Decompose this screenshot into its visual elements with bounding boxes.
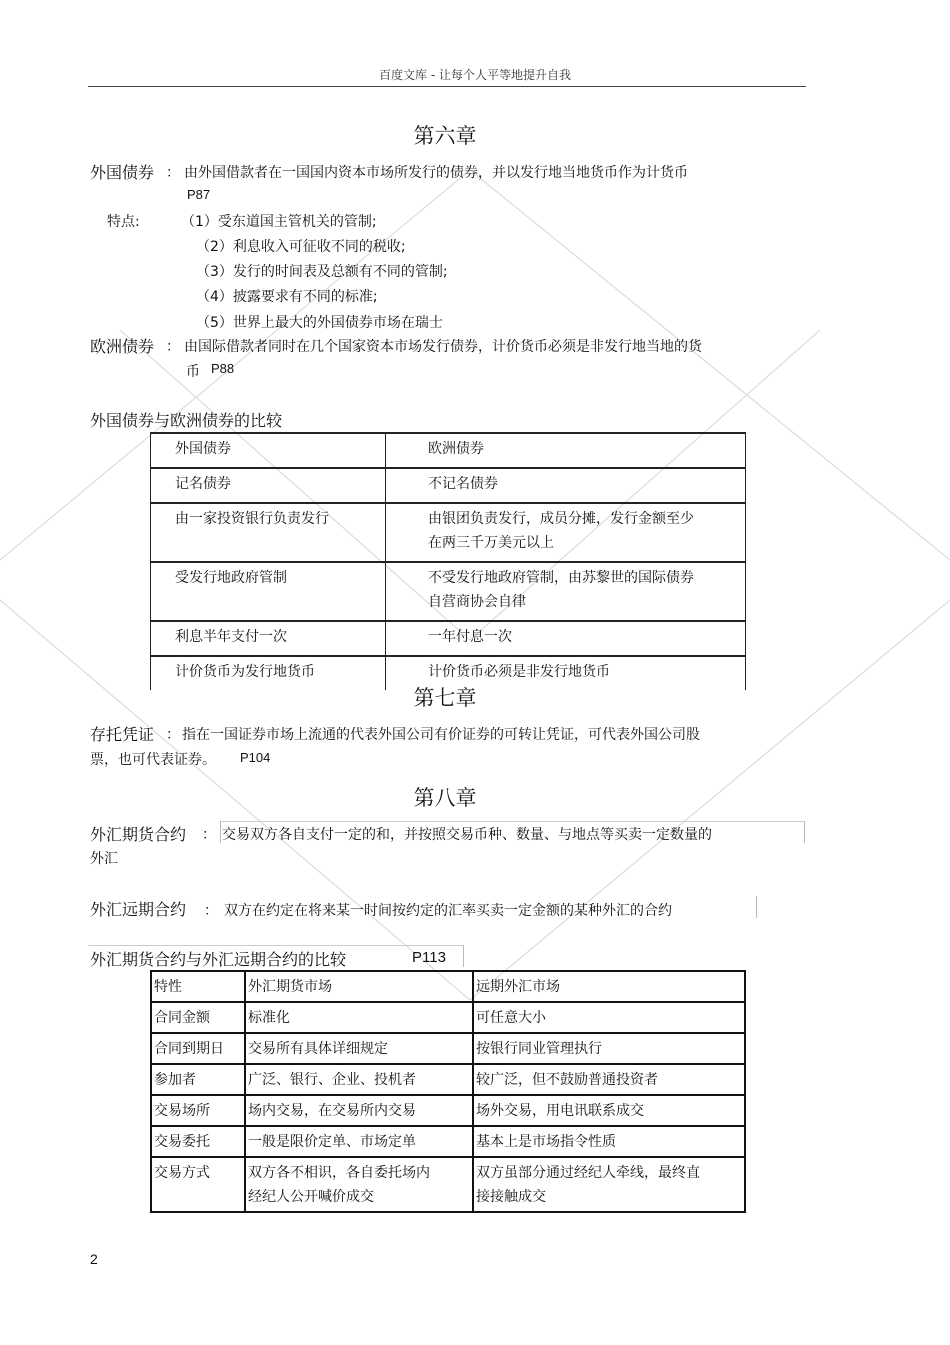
fx-comparison-table [150, 970, 746, 1213]
feature-item: （5）世界上最大的外国债券市场在瑞士 [196, 315, 443, 331]
forward-colon: ： [204, 903, 218, 919]
foreign-bond-definition: 由外国借款者在一国国内资本市场所发行的债券，并以发行地当地货币作为计货币 [184, 165, 688, 181]
dr-colon: ： [166, 727, 180, 743]
dr-page-ref: P104 [240, 750, 271, 765]
table-cell: 特性 [151, 971, 245, 1002]
euro-bond-page-ref: P88 [211, 361, 235, 376]
table-cell: 记名债券 [151, 468, 386, 503]
table-cell: 利息半年支付一次 [151, 621, 386, 656]
futures-box-top [220, 821, 804, 822]
futures-term: 外汇期货合约 [90, 825, 187, 844]
fx-comparison-page-ref: P113 [412, 949, 446, 966]
table-cell: 基本上是市场指令性质 [473, 1126, 745, 1157]
table-cell: 合同到期日 [151, 1033, 245, 1064]
table-cell: 广泛、银行、企业、投机者 [245, 1064, 473, 1095]
futures-box-left [220, 821, 221, 843]
table-cell: 不记名债券 [386, 468, 746, 503]
futures-definition-cont: 外汇 [90, 851, 118, 867]
bond-comparison-title: 外国债券与欧洲债券的比较 [90, 411, 283, 430]
futures-colon: ： [202, 827, 216, 843]
forward-box-right [756, 896, 757, 918]
table-row [151, 621, 746, 656]
table-cell: 由银团负责发行，成员分摊，发行金额至少 在两三千万美元以上 [386, 503, 746, 562]
table-row [151, 1064, 745, 1095]
chapter7-title: 第七章 [413, 686, 477, 710]
table-cell: 参加者 [151, 1064, 245, 1095]
table-row [151, 1033, 745, 1064]
table-cell: 交易所有具体详细规定 [245, 1033, 473, 1064]
fx-title-box-top [88, 945, 463, 946]
table-cell: 场内交易，在交易所内交易 [245, 1095, 473, 1126]
euro-bond-definition: 由国际借款者同时在几个国家资本市场发行债券，计价货币必须是非发行地当地的货 [184, 339, 702, 355]
futures-box-right [804, 821, 805, 843]
table-cell: 较广泛，但不鼓励普通投资者 [473, 1064, 745, 1095]
features-label: 特点: [107, 214, 140, 230]
table-cell: 双方虽部分通过经纪人牵线，最终直 接接触成交 [473, 1157, 745, 1212]
table-row [151, 468, 746, 503]
table-cell: 外国债券 [151, 433, 386, 468]
table-row [151, 1002, 745, 1033]
euro-bond-term: 欧洲债券 [90, 337, 155, 356]
dr-definition: 指在一国证券市场上流通的代表外国公司有价证券的可转让凭证，可代表外国公司股 [182, 727, 700, 743]
forward-definition: 双方在约定在将来某一时间按约定的汇率买卖一定金额的某种外汇的合约 [224, 903, 672, 919]
table-row [151, 503, 746, 562]
euro-bond-definition-cont: 币 [186, 364, 200, 380]
table-cell: 计价货币必须是非发行地货币 [386, 656, 746, 690]
table-cell: 一年付息一次 [386, 621, 746, 656]
table-row [151, 1095, 745, 1126]
table-cell: 双方各不相识，各自委托场内 经纪人公开喊价成交 [245, 1157, 473, 1212]
table-row [151, 562, 746, 621]
table-cell: 远期外汇市场 [473, 971, 745, 1002]
euro-bond-colon: ： [166, 339, 180, 355]
table-cell: 合同金额 [151, 1002, 245, 1033]
chapter6-title: 第六章 [413, 124, 477, 148]
table-cell: 交易场所 [151, 1095, 245, 1126]
chapter8-title: 第八章 [413, 786, 477, 810]
table-row [151, 1126, 745, 1157]
table-cell: 受发行地政府管制 [151, 562, 386, 621]
table-cell: 不受发行地政府管制，由苏黎世的国际债券 自营商协会自律 [386, 562, 746, 621]
table-cell: 场外交易，用电讯联系成交 [473, 1095, 745, 1126]
futures-definition: 交易双方各自支付一定的和，并按照交易币种、数量、与地点等买卖一定数量的 [222, 827, 712, 843]
running-header: 百度文库 - 让每个人平等地提升自我 [379, 68, 571, 82]
feature-item: （4）披露要求有不同的标准; [196, 289, 378, 305]
table-cell: 标准化 [245, 1002, 473, 1033]
fx-comparison-title: 外汇期货合约与外汇远期合约的比较 [90, 950, 347, 969]
table-row [151, 1157, 745, 1212]
foreign-bond-page-ref: P87 [187, 187, 211, 202]
table-cell: 交易方式 [151, 1157, 245, 1212]
foreign-bond-term: 外国债券 [90, 163, 155, 182]
table-cell: 欧洲债券 [386, 433, 746, 468]
dr-term: 存托凭证 [90, 725, 155, 744]
table-cell: 按银行同业管理执行 [473, 1033, 745, 1064]
feature-item: （3）发行的时间表及总额有不同的管制; [196, 264, 448, 280]
header-rule [88, 86, 806, 87]
table-cell: 由一家投资银行负责发行 [151, 503, 386, 562]
foreign-bond-colon: ： [166, 165, 180, 181]
table-cell: 交易委托 [151, 1126, 245, 1157]
feature-item: （2）利息收入可征收不同的税收; [196, 239, 406, 255]
page-number: 2 [90, 1251, 98, 1267]
table-row [151, 433, 746, 468]
table-row [151, 971, 745, 1002]
table-cell: 计价货币为发行地货币 [151, 656, 386, 690]
fx-title-box-right [463, 945, 464, 967]
bond-comparison-table [150, 432, 746, 690]
dr-definition-cont: 票，也可代表证券。 [90, 752, 216, 768]
table-cell: 可任意大小 [473, 1002, 745, 1033]
table-cell: 一般是限价定单、市场定单 [245, 1126, 473, 1157]
table-cell: 外汇期货市场 [245, 971, 473, 1002]
feature-item: （1）受东道国主管机关的管制; [181, 214, 377, 230]
forward-term: 外汇远期合约 [90, 900, 187, 919]
